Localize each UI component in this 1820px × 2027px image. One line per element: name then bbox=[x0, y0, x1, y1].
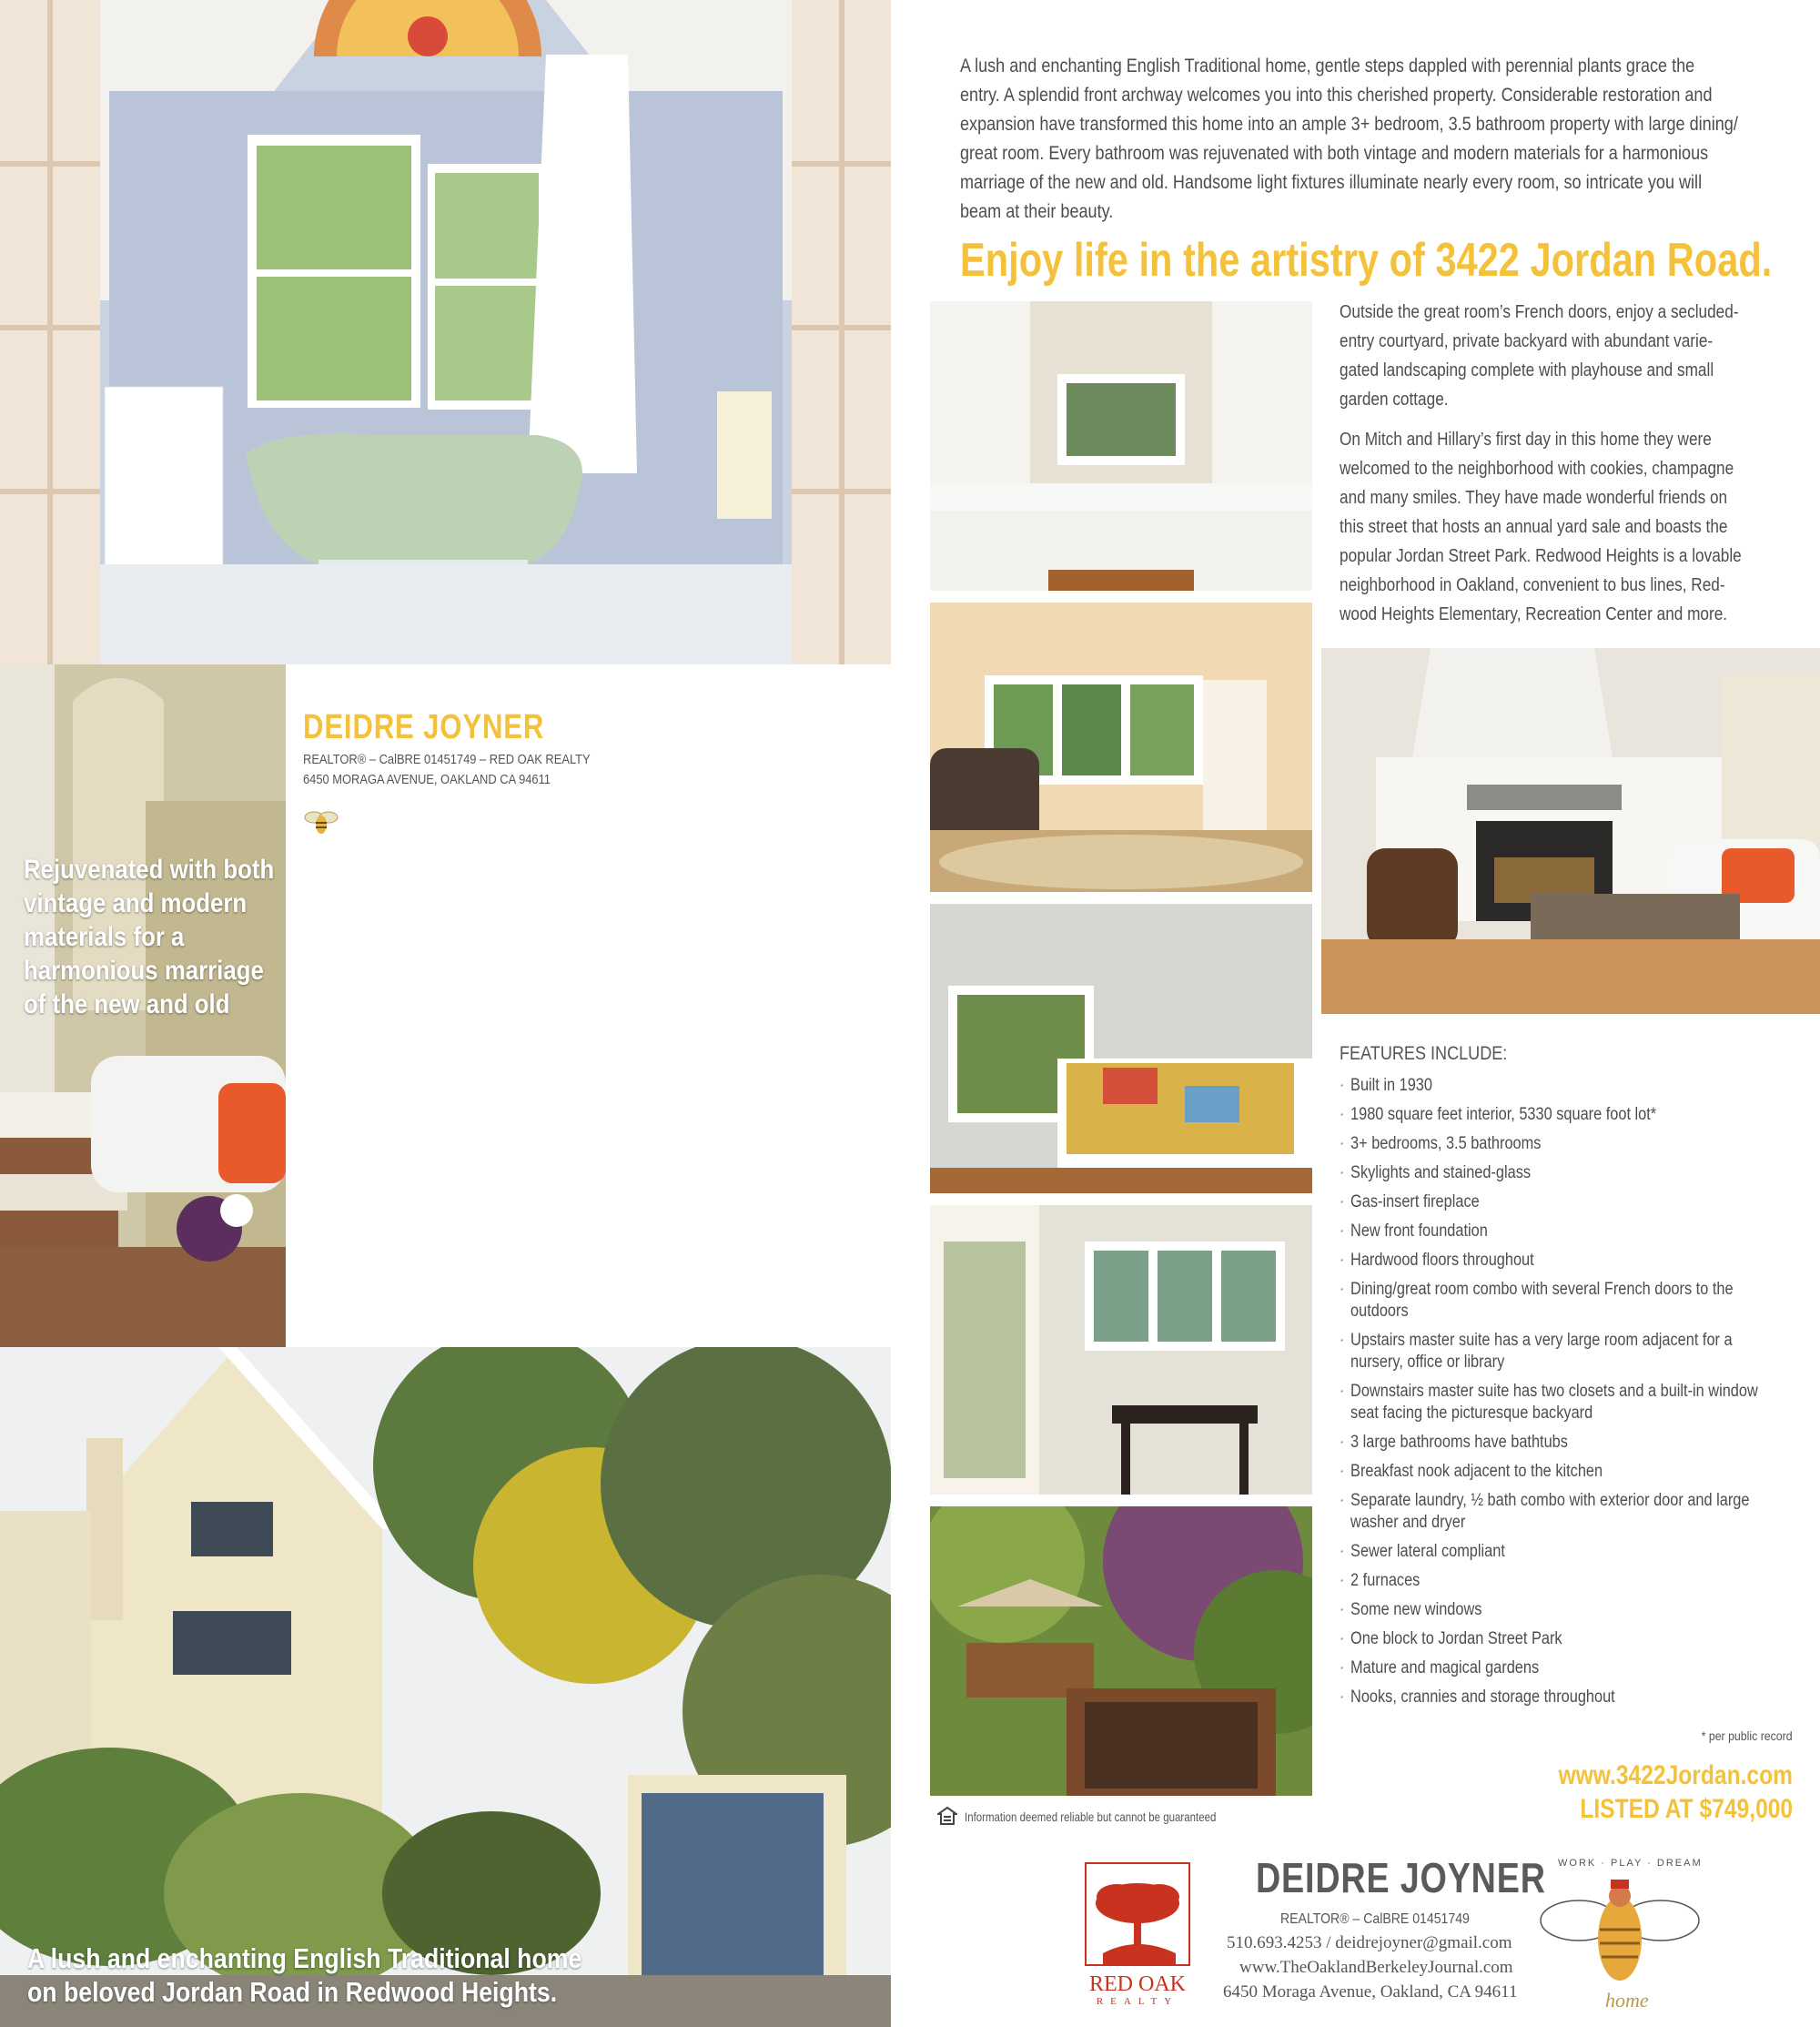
body-line: On Mitch and Hillary’s first day in this home they were bbox=[1340, 430, 1712, 450]
feature-item: · Hardwood floors throughout bbox=[1340, 1250, 1789, 1272]
footer-website-link[interactable]: www.TheOaklandBerkeleyJournal.com bbox=[1239, 1958, 1513, 1977]
features-title: FEATURES INCLUDE: bbox=[1340, 1043, 1508, 1064]
work-play-dream-text: WORK · PLAY · DREAM bbox=[1558, 1858, 1703, 1869]
headline: Enjoy life in the artistry of 3422 Jordan Road. bbox=[960, 234, 1773, 287]
features-list bbox=[1340, 1075, 1813, 1716]
intro-line: marriage of the new and old. Handsome light fixtures illuminate nearly every room, so intricate you will bbox=[960, 172, 1703, 193]
nook-photo bbox=[930, 1205, 1312, 1495]
body-line: and many smiles. They have made wonderful friends on bbox=[1340, 488, 1728, 508]
feature-item: · Separate laundry, ½ bath combo with exterior door and large washer and dryer bbox=[1340, 1490, 1789, 1534]
body-line: Outside the great room’s French doors, enjoy a secluded- bbox=[1340, 302, 1739, 322]
footnote: * per public record bbox=[1702, 1728, 1793, 1743]
oak-tree-icon bbox=[1085, 1862, 1190, 1966]
feature-item: · Upstairs master suite has a very large room adjacent for a nursery, office or library bbox=[1340, 1330, 1789, 1373]
feature-item: · New front foundation bbox=[1340, 1221, 1789, 1242]
bathroom-photo bbox=[0, 0, 891, 664]
footer-license: REALTOR® – CalBRE 01451749 bbox=[1280, 1911, 1470, 1927]
fireplace-photo bbox=[1321, 648, 1820, 1014]
feature-item: · 1980 square feet interior, 5330 square foot lot* bbox=[1340, 1104, 1789, 1126]
equal-housing-icon bbox=[937, 1806, 957, 1826]
footer-address: 6450 Moraga Avenue, Oakland, CA 94611 bbox=[1223, 1982, 1518, 2002]
feature-item: · Nooks, crannies and storage throughout bbox=[1340, 1687, 1789, 1708]
feature-item: · 2 furnaces bbox=[1340, 1570, 1789, 1592]
interior-caption-line: Rejuvenated with both bbox=[24, 855, 275, 885]
body-line: garden cottage. bbox=[1340, 390, 1449, 410]
body-line: this street that hosts an annual yard sale and boasts the bbox=[1340, 517, 1728, 537]
exterior-caption-line: on beloved Jordan Road in Redwood Heights. bbox=[27, 1976, 558, 2008]
exterior-caption bbox=[27, 1941, 581, 2009]
feature-item: · Built in 1930 bbox=[1340, 1075, 1789, 1097]
disclaimer: Information deemed reliable but cannot be guaranteed bbox=[965, 1809, 1217, 1824]
feature-item: · One block to Jordan Street Park bbox=[1340, 1628, 1789, 1650]
footer-contact[interactable]: 510.693.4253 / deidrejoyner@gmail.com bbox=[1227, 1933, 1512, 1952]
red-oak-logo bbox=[1085, 1862, 1190, 2008]
interior-caption-line: materials for a bbox=[24, 922, 185, 952]
body-line: welcomed to the neighborhood with cookies, champagne bbox=[1340, 459, 1734, 479]
listing-website-link[interactable]: www.3422Jordan.com bbox=[1558, 1760, 1793, 1790]
exterior-photo bbox=[0, 1347, 891, 2027]
footer-agent-name: DEIDRE JOYNER bbox=[1256, 1854, 1546, 1901]
body-line: gated landscaping complete with playhouse and small bbox=[1340, 360, 1714, 380]
feature-item: · Sewer lateral compliant bbox=[1340, 1541, 1789, 1563]
home-script: home bbox=[1605, 1989, 1649, 2012]
bedroom-photo bbox=[930, 904, 1312, 1193]
intro-line: great room. Every bathroom was rejuvenated with both vintage and modern materials for a harmonious bbox=[960, 143, 1709, 164]
feature-item: · Skylights and stained-glass bbox=[1340, 1162, 1789, 1184]
bee-icon bbox=[303, 808, 339, 836]
interior-caption-line: harmonious marriage bbox=[24, 956, 264, 986]
interior-caption bbox=[24, 853, 274, 1021]
interior-caption-line: vintage and modern bbox=[24, 888, 248, 918]
backyard-photo bbox=[930, 1506, 1312, 1796]
feature-item: · Gas-insert fireplace bbox=[1340, 1191, 1789, 1213]
kitchen-photo bbox=[930, 301, 1312, 591]
intro-line: beam at their beauty. bbox=[960, 201, 1114, 222]
agent-address: 6450 MORAGA AVENUE, OAKLAND CA 94611 bbox=[303, 772, 551, 787]
intro-line: expansion have transformed this home into an ample 3+ bedroom, 3.5 bathroom property with large dining/ bbox=[960, 114, 1738, 135]
living-room-photo bbox=[930, 603, 1312, 892]
work-play-dream-logo bbox=[1538, 1852, 1702, 2022]
feature-item: · Breakfast nook adjacent to the kitchen bbox=[1340, 1461, 1789, 1483]
feature-item: · Dining/great room combo with several French doors to the outdoors bbox=[1340, 1279, 1789, 1323]
body-line: entry courtyard, private backyard with abundant varie- bbox=[1340, 331, 1714, 351]
realty-wordmark: REALTY bbox=[1096, 1996, 1179, 2007]
listing-price: LISTED AT $749,000 bbox=[1580, 1794, 1793, 1824]
agent-license: REALTOR® – CalBRE 01451749 – RED OAK REALTY bbox=[303, 752, 591, 767]
feature-item: · 3 large bathrooms have bathtubs bbox=[1340, 1432, 1789, 1454]
intro-line: entry. A splendid front archway welcomes you into this cherished property. Considerable restoration and bbox=[960, 85, 1713, 106]
feature-item: · Mature and magical gardens bbox=[1340, 1657, 1789, 1679]
body-line: wood Heights Elementary, Recreation Center and more. bbox=[1340, 604, 1728, 624]
agent-name: DEIDRE JOYNER bbox=[303, 708, 545, 746]
feature-item: · Downstairs master suite has two closets and a built-in window seat facing the picturesque backyard bbox=[1340, 1381, 1789, 1424]
exterior-caption-line: A lush and enchanting English Traditional home bbox=[27, 1942, 582, 1974]
body-line: neighborhood in Oakland, convenient to bus lines, Red- bbox=[1340, 575, 1725, 595]
intro-line: A lush and enchanting English Traditional home, gentle steps dappled with perennial plants grace the bbox=[960, 56, 1695, 76]
interior-caption-line: of the new and old bbox=[24, 989, 230, 1019]
feature-item: · 3+ bedrooms, 3.5 bathrooms bbox=[1340, 1133, 1789, 1155]
body-line: popular Jordan Street Park. Redwood Heights is a lovable bbox=[1340, 546, 1742, 566]
red-oak-wordmark: RED OAK bbox=[1089, 1972, 1186, 1996]
feature-item: · Some new windows bbox=[1340, 1599, 1789, 1621]
